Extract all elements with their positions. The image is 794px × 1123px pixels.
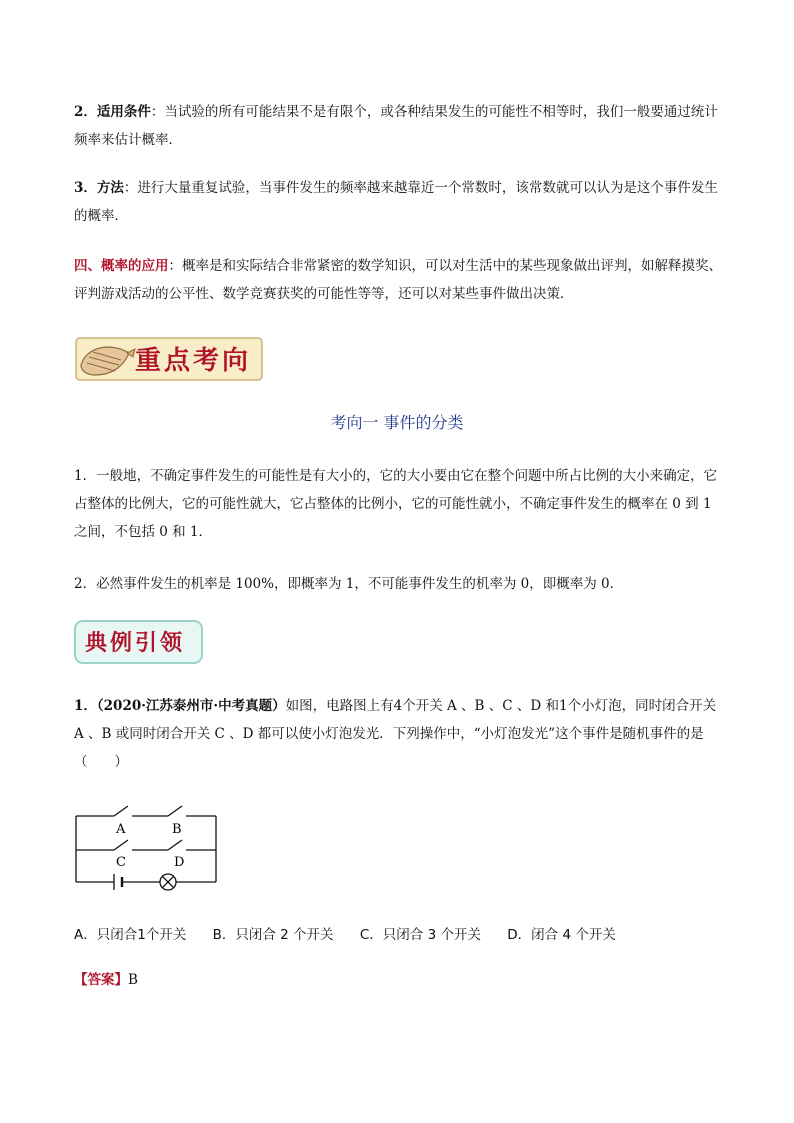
answer-choices	[74, 923, 638, 943]
answer	[74, 968, 138, 988]
paragraph-probability-application	[74, 252, 724, 308]
paragraph-event-classification-1: 1．一般地，不确定事件发生的可能性是有大小的，它的大小要由它在整个问题中所占比例的大小来确定，它占整体的比例大，它的可能性就大，它占整体的比例小，它的可能性就小，不确定事件发生的概率在 0 到 1 之间，不包括 0 和 1．	[74, 468, 718, 540]
switch-label-c: C	[116, 855, 126, 870]
section-text: ：概率是和实际结合非常紧密的数学知识，可以对生活中的某些现象做出评判，如解释摸奖、评判游戏活动的公平性、数学竞赛获奖的可能性等等，还可以对某些事件做出决策．	[74, 258, 722, 302]
item-label: 适用条件	[96, 104, 151, 120]
banner-title: 重点考向	[135, 346, 252, 376]
choice-b: B．只闭合 2 个开关	[212, 927, 334, 943]
section-label: 四、概率的应用	[74, 258, 169, 274]
choice-d: D．闭合 4 个开关	[507, 927, 616, 943]
lamp-icon	[160, 874, 176, 890]
key-topics-banner	[75, 335, 265, 383]
item-text: ：进行大量重复试验，当事件发生的频率越来越靠近一个常数时，该常数就可以认为是这个事件发生的概率．	[74, 180, 718, 224]
switch-label-a: A	[116, 822, 126, 837]
item-text: ：当试验的所有可能结果不是有限个，或各种结果发生的可能性不相等时，我们一般要通过统计频率来估计概率．	[74, 104, 718, 148]
question-source: （2020·江苏泰州市·中考真题）	[96, 698, 286, 714]
battery-icon	[114, 874, 122, 890]
question	[74, 692, 724, 776]
answer-value: B	[128, 972, 138, 988]
paragraph-method	[74, 174, 724, 230]
question-number: 1．	[74, 698, 97, 714]
choice-c: C．只闭合 3 个开关	[359, 927, 481, 943]
item-number: 3．	[74, 180, 97, 196]
paragraph-event-classification-2: 2．必然事件发生的机率是 100%，即概率为 1，不可能事件发生的机率为 0，即概率为 0．	[74, 576, 624, 592]
circuit-diagram	[70, 800, 230, 900]
item-label: 方法	[96, 180, 124, 196]
paragraph-applicable-conditions	[74, 98, 724, 154]
choice-a: A．只闭合1个开关	[74, 927, 187, 943]
switch-label-d: D	[174, 855, 185, 870]
item-number: 2．	[74, 104, 97, 120]
question-text: 如图，电路图上有4个开关 A 、B 、C 、D 和1个小灯泡，同时闭合开关 A 、B 或同时闭合开关 C 、D 都可以使小灯泡发光．下列操作中，“小灯泡发光”这个事件是随机事件的是（ ）	[74, 698, 717, 770]
example-banner	[73, 618, 205, 666]
answer-tag: 【答案】	[74, 972, 128, 988]
switch-label-b: B	[172, 822, 182, 837]
banner-title: 典例引领	[85, 630, 186, 656]
section-title: 考向一 事件的分类	[330, 413, 464, 432]
